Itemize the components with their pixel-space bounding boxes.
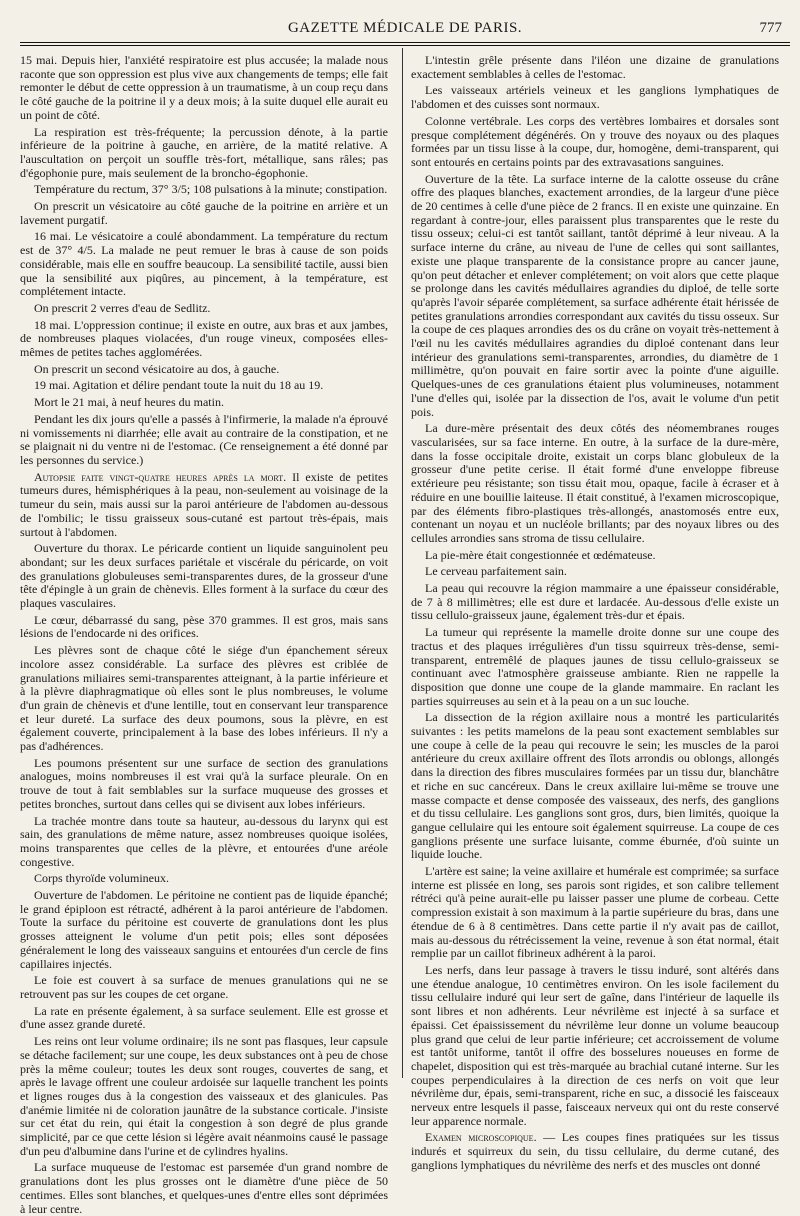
exam-paragraph xyxy=(411,1131,779,1172)
paragraph: La pie-mère était congestionnée et œdémateuse. xyxy=(425,547,656,562)
paragraph: Pendant les dix jours qu'elle a passés à l'infirmerie, la malade n'a éprouvé ni vomissements ni diarrhée; elle avait au contraire de la constipation, et ne se plaignait ni du ventre ni de l'estomac. (Ce renseignement a été donné par les personnes du service.) xyxy=(20,411,388,467)
paragraph: 15 mai. Depuis hier, l'anxiété respiratoire est plus accusée; la malade nous raconte que son oppression est plus vive aux changements de temps; elle fait remonter le début de cette oppression à un traumatisme, à un coup reçu dans le côté gauche de la poitrine il y a deux mois; à la suite duquel elle aurait eu un point de côté. xyxy=(20,53,388,122)
paragraph: Les vaisseaux artériels veineux et les ganglions lymphatiques de l'abdomen et des cuisses sont normaux. xyxy=(411,83,779,112)
paragraph: On prescrit un second vésicatoire au dos, à gauche. xyxy=(34,361,280,376)
paragraph: Les reins ont leur volume ordinaire; ils ne sont pas flasques, leur capsule se détache facilement; sur une coupe, les deux substances ont à peu de chose près la même couleur; toutes les deux sont rouges, couvertes de sang, et après le lavage offrent une couleur ardoisée sur laquelle tranchent les points et lignes rouges dus à la congestion des vaisseaux et des glanicules. Pas d'anémie limitée ni de coloration jaunâtre de la substance corticale. J'insiste sur cet état du rein, qui était la congestion à son degré de plus grande simplicité, par ce que cette lésion si légère avait néanmoins causé le passage d'un peu d'albumine dans l'urine et de cylindres hyalins. xyxy=(20,1034,388,1158)
page-header xyxy=(20,18,790,40)
paragraph: Le foie est couvert à sa surface de menues granulations qui ne se retrouvent pas sur les coupes de cet organe. xyxy=(20,973,388,1001)
paragraph: Les poumons présentent sur une surface de section des granulations analogues, moins nombreuses il est vrai qu'à la surface pleurale. On en trouve de tout à fait semblables sur la surface muqueuse des grosses et petites bronches, surtout dans celles qui se divisent aux lobes inférieurs. xyxy=(20,755,388,811)
paragraph: La respiration est très-fréquente; la percussion dénote, à la partie inférieure de la poitrine à gauche, en arrière, de la matité relative. A l'auscultation on perçoit un souffle très-fort, métallique, sans râles; pas d'égophonie pure, mais seulement de la broncho-égophonie. xyxy=(20,124,388,180)
paragraph: 18 mai. L'oppression continue; il existe en outre, aux bras et aux jambes, de nombreuses plaques violacées, d'un rouge vineux, composées elles-mêmes de petites taches agglomérées. xyxy=(20,317,388,360)
autopsy-paragraph xyxy=(20,471,388,540)
exam-text: — Les coupes fines pratiquées sur les tissus indurés et squirreux du sein, du tissu cellulaire, du derme cutané, des ganglions lymphatiques du névrilème des nerfs et des muscles ont donné xyxy=(411,1130,780,1172)
page-number: 777 xyxy=(759,20,782,36)
right-column xyxy=(411,53,780,1172)
paragraph: On prescrit 2 verres d'eau de Sedlitz. xyxy=(34,300,211,315)
header-rule xyxy=(20,42,790,46)
exam-heading: Examen microscopique. xyxy=(425,1130,537,1145)
paragraph: 16 mai. Le vésicatoire a coulé abondamment. La température du rectum est de 37° 4/5. La malade ne peut remuer le bras à cause de son poids considérable, mais elle en souffre beaucoup. La sensibilité tactile, aussi bien que la sensibilité aux piqûres, au pincement, à la température, est complétement intacte. xyxy=(20,229,388,299)
paragraph: Ouverture de la tête. La surface interne de la calotte osseuse du crâne offre des plaques blanches, exactement arrondies, de la largeur d'une pièce de 20 centimes à celle d'une pièce de 2 francs. Il en existe une quinzaine. En regardant à contre-jour, elles paraissent plus transparentes que le reste du tissu osseux; celui-ci est tantôt saillant, tantôt déprimé à leur niveau. A la surface interne du crâne, au niveau de l'une de celles qui sont saillantes, existe une plaque transparente de la consistance propre au cancer jaune, qu'on peut détacher et enlever complétement; on voit alors que cette plaque se prolonge dans les cavités médullaires agrandies du diploé, de telle sorte qu'après l'avoir séparée complétement, sa surface adhérente était hérissée de petites granulations arrondies correspondant aux cavités du tissu osseux. Sur la coupe de ces plaques arrondies des os du crâne on voyait très-nettement à l'œil nu les cavités médullaires agrandies du diploé contenant dans leur intérieur des granulations semi-transparentes, arrondies, du diamètre de 1 millimètre, qu'on pouvait en faire sortir avec la pointe d'une aiguille. Quelques-unes de ces granulations étaient plus volumineuses, notamment l'une d'elles qui, isolée par la dissection de l'os, avait le volume d'un petit pois. xyxy=(411,171,779,419)
paragraph: La trachée montre dans toute sa hauteur, au-dessous du larynx qui est sain, des granulations de même nature, assez nombreuses quoique isolées, moins transparentes que celles de la plèvre, et entourées d'une aréole congestive. xyxy=(20,813,388,869)
paragraph: 19 mai. Agitation et délire pendant toute la nuit du 18 au 19. xyxy=(34,378,324,393)
journal-title: GAZETTE MÉDICALE DE PARIS. xyxy=(287,20,523,36)
column-divider xyxy=(402,48,403,1078)
paragraph: Le cerveau parfaitement sain. xyxy=(425,564,567,579)
paragraph: Corps thyroïde volumineux. xyxy=(34,871,169,886)
paragraph: Les nerfs, dans leur passage à travers le tissu induré, sont altérés dans une étendue analogue, 10 centimètres environ. On les isole facilement du tissu cellulaire induré qui leur sert de gaîne, dans l'intérieur de laquelle ils sont libres et non adhérents. Leur névrilème est injecté à sa surface et épaissi. Cet épaississement du névrilème leur donne un volume beaucoup plus grand que celui de leur partie inférieure; cet accroissement de volume est tantôt uniforme, tantôt il offre des bosselures noueuses en forme de chapelet, disposition qui est très-marquée au brachial cutané interne. Sur les coupes perpendiculaires à la direction de ces nerfs on voit que leur névrilème dur, épais, semi-transparent, riche en suc, a dissocié les faisceaux nerveux entre lesquels il passe, faisceaux nerveux qui ont du reste conservé leur apparence normale. xyxy=(411,963,779,1128)
paragraph: Ouverture de l'abdomen. Le péritoine ne contient pas de liquide épanché; le grand épiploon est rétracté, adhérent à la paroi antérieure de l'abdomen. Toute la surface du péritoine est couverte de granulations dont les plus grosses atteignent le volume d'un petit pois; elles sont déposées généralement le long des vaisseaux sanguins et entourées d'un cercle de fins capillaires injectés. xyxy=(20,888,388,971)
paragraph: La dure-mère présentait des deux côtés des néomembranes rouges vascularisées, sur sa face interne. En outre, à la surface de la dure-mère, dans la fosse occipitale droite, existait un corps blanc globuleux de la grosseur d'une petite cerise. Il était formé d'une enveloppe fibreuse extérieure peu résistante; son tissu était mou, opaque, facile à écraser et à réduire en une bouillie laiteuse. Il était constitué, à l'examen microscopique, par des éléments fibro-plastiques très-allongés, anastomosés entre eux, contenant un noyau et un nucléole brillants; par des noyaux libres ou des cellules arrondies sans stroma de tissu cellulaire. xyxy=(411,421,779,545)
paragraph: La surface muqueuse de l'estomac est parsemée d'un grand nombre de granulations dont les plus grosses ont le diamètre d'une pièce de 50 centimes. Elles sont blanches, et quelques-unes d'entre elles sont déprimées à leur centre. xyxy=(20,1160,388,1216)
paragraph: La dissection de la région axillaire nous a montré les particularités suivantes : les petits mamelons de la peau sont exactement semblables sur une coupe à celle de la peau qui recouvre le sein; les muscles de la paroi antérieure du creux axillaire offrent des îlots arrondis ou oblongs, allongés dans la direction des fibres musculaires formées par un tissu dur, blanchâtre et riche en suc cancéreux. Dans le creux axillaire lui-même se trouve une masse compacte et dense composée des vaisseaux, des nerfs, des ganglions et du tissu cellulaire. Les ganglions sont gros, durs, bien limités, quoique la gangue cellulaire qui les entoure soit également squirreuse. La coupe de ces ganglions présente une surface luisante, comme éburnée, d'où suinte un liquide louche. xyxy=(411,710,779,862)
paragraph: L'artère est saine; la veine axillaire et humérale est comprimée; sa surface interne est plissée en long, ses parois sont rigides, et son calibre tellement rétréci qu'à peine aurait-elle pu laisser passer une plume de corbeau. Cette compression existait à son maximum à la partie supérieure du bras, dans une étendue de 6 à 8 centimètres. Dans cette partie il n'y avait pas de caillot, mais au-dessous du rétrécissement la veine, revenue à son état normal, était remplie par un caillot fibrineux adhérent à la paroi. xyxy=(411,864,779,961)
autopsy-heading: Autopsie faite vingt-quatre heures après la mort. xyxy=(34,469,287,484)
paragraph: Le cœur, débarrassé du sang, pèse 370 grammes. Il est gros, mais sans lésions de l'endocarde ni des orifices. xyxy=(20,612,388,641)
paragraph: Température du rectum, 37° 3/5; 108 pulsations à la minute; constipation. xyxy=(34,182,388,197)
paragraph: Ouverture du thorax. Le péricarde contient un liquide sanguinolent peu abondant; sur les deux surfaces pariétale et viscérale du péricarde, on voit des granulations globuleuses semi-transparentes dures, de la grosseur d'une tête d'épingle à un grain de chènevis. Elles forment à la surface du cœur des plaques vasculaires. xyxy=(20,541,388,611)
paragraph: Colonne vertébrale. Les corps des vertèbres lombaires et dorsales sont presque complétement dégénérés. On y trouve des noyaux ou des plaques formées par un tissu lisse à la coupe, dur, homogène, demi-transparent, qui sont entourés en certains points par des extravasations sanguines. xyxy=(411,113,779,169)
paragraph: La tumeur qui représente la mamelle droite donne sur une coupe des tractus et des plaques irrégulières d'un tissu squirreux très-dense, semi-transparent, entremêlé de plaques jaunes de tissu cellulo-graisseux se continuant avec l'atmosphère graisseuse ambiante. Rien ne rappelle la disposition que donne une coupe de la glande mammaire. En raclant les parties squirreuses au sein et à la peau on a un suc louche. xyxy=(411,625,779,708)
autopsy-text: Il existe de petites tumeurs dures, hémisphériques à la peau, non-seulement au voisinage de la tumeur du sein, mais aussi sur la paroi antérieure de l'abdomen au-dessous de l'ombilic; le tissu graisseux sous-cutané est partout très-épais, mais surtout à l'abdomen. xyxy=(20,469,388,539)
paragraph: On prescrit un vésicatoire au côté gauche de la poitrine en arrière et un lavement purgatif. xyxy=(20,199,388,227)
paragraph: Les plèvres sont de chaque côté le siége d'un épanchement séreux incolore assez considérable. La surface des plèvres est criblée de granulations miliaires semi-transparentes atteignant, à la partie inférieure et à la plèvre diaphragmatique où elles sont le plus nombreuses, le volume d'un grain de chènevis et d'une lentille, tout en conservant leur transparence et leur dureté. La surface des deux poumons, sous la plèvre, en est également couverte, principalement à la base des lobes inférieurs. Il n'y a pas d'adhérences. xyxy=(20,643,388,754)
paragraph: La rate en présente également, à sa surface seulement. Elle est grosse et d'une assez grande dureté. xyxy=(20,1003,388,1032)
left-column xyxy=(20,53,388,1216)
paragraph: Mort le 21 mai, à neuf heures du matin. xyxy=(34,395,224,410)
paragraph: La peau qui recouvre la région mammaire a une épaisseur considérable, de 7 à 8 millimètres; elle est dure et lardacée. Au-dessous d'elle existe un tissu cellulo-graisseux jaune, également très-dur et épais. xyxy=(411,581,779,623)
paragraph: L'intestin grêle présente dans l'iléon une dizaine de granulations exactement semblables à celles de l'estomac. xyxy=(411,53,779,81)
